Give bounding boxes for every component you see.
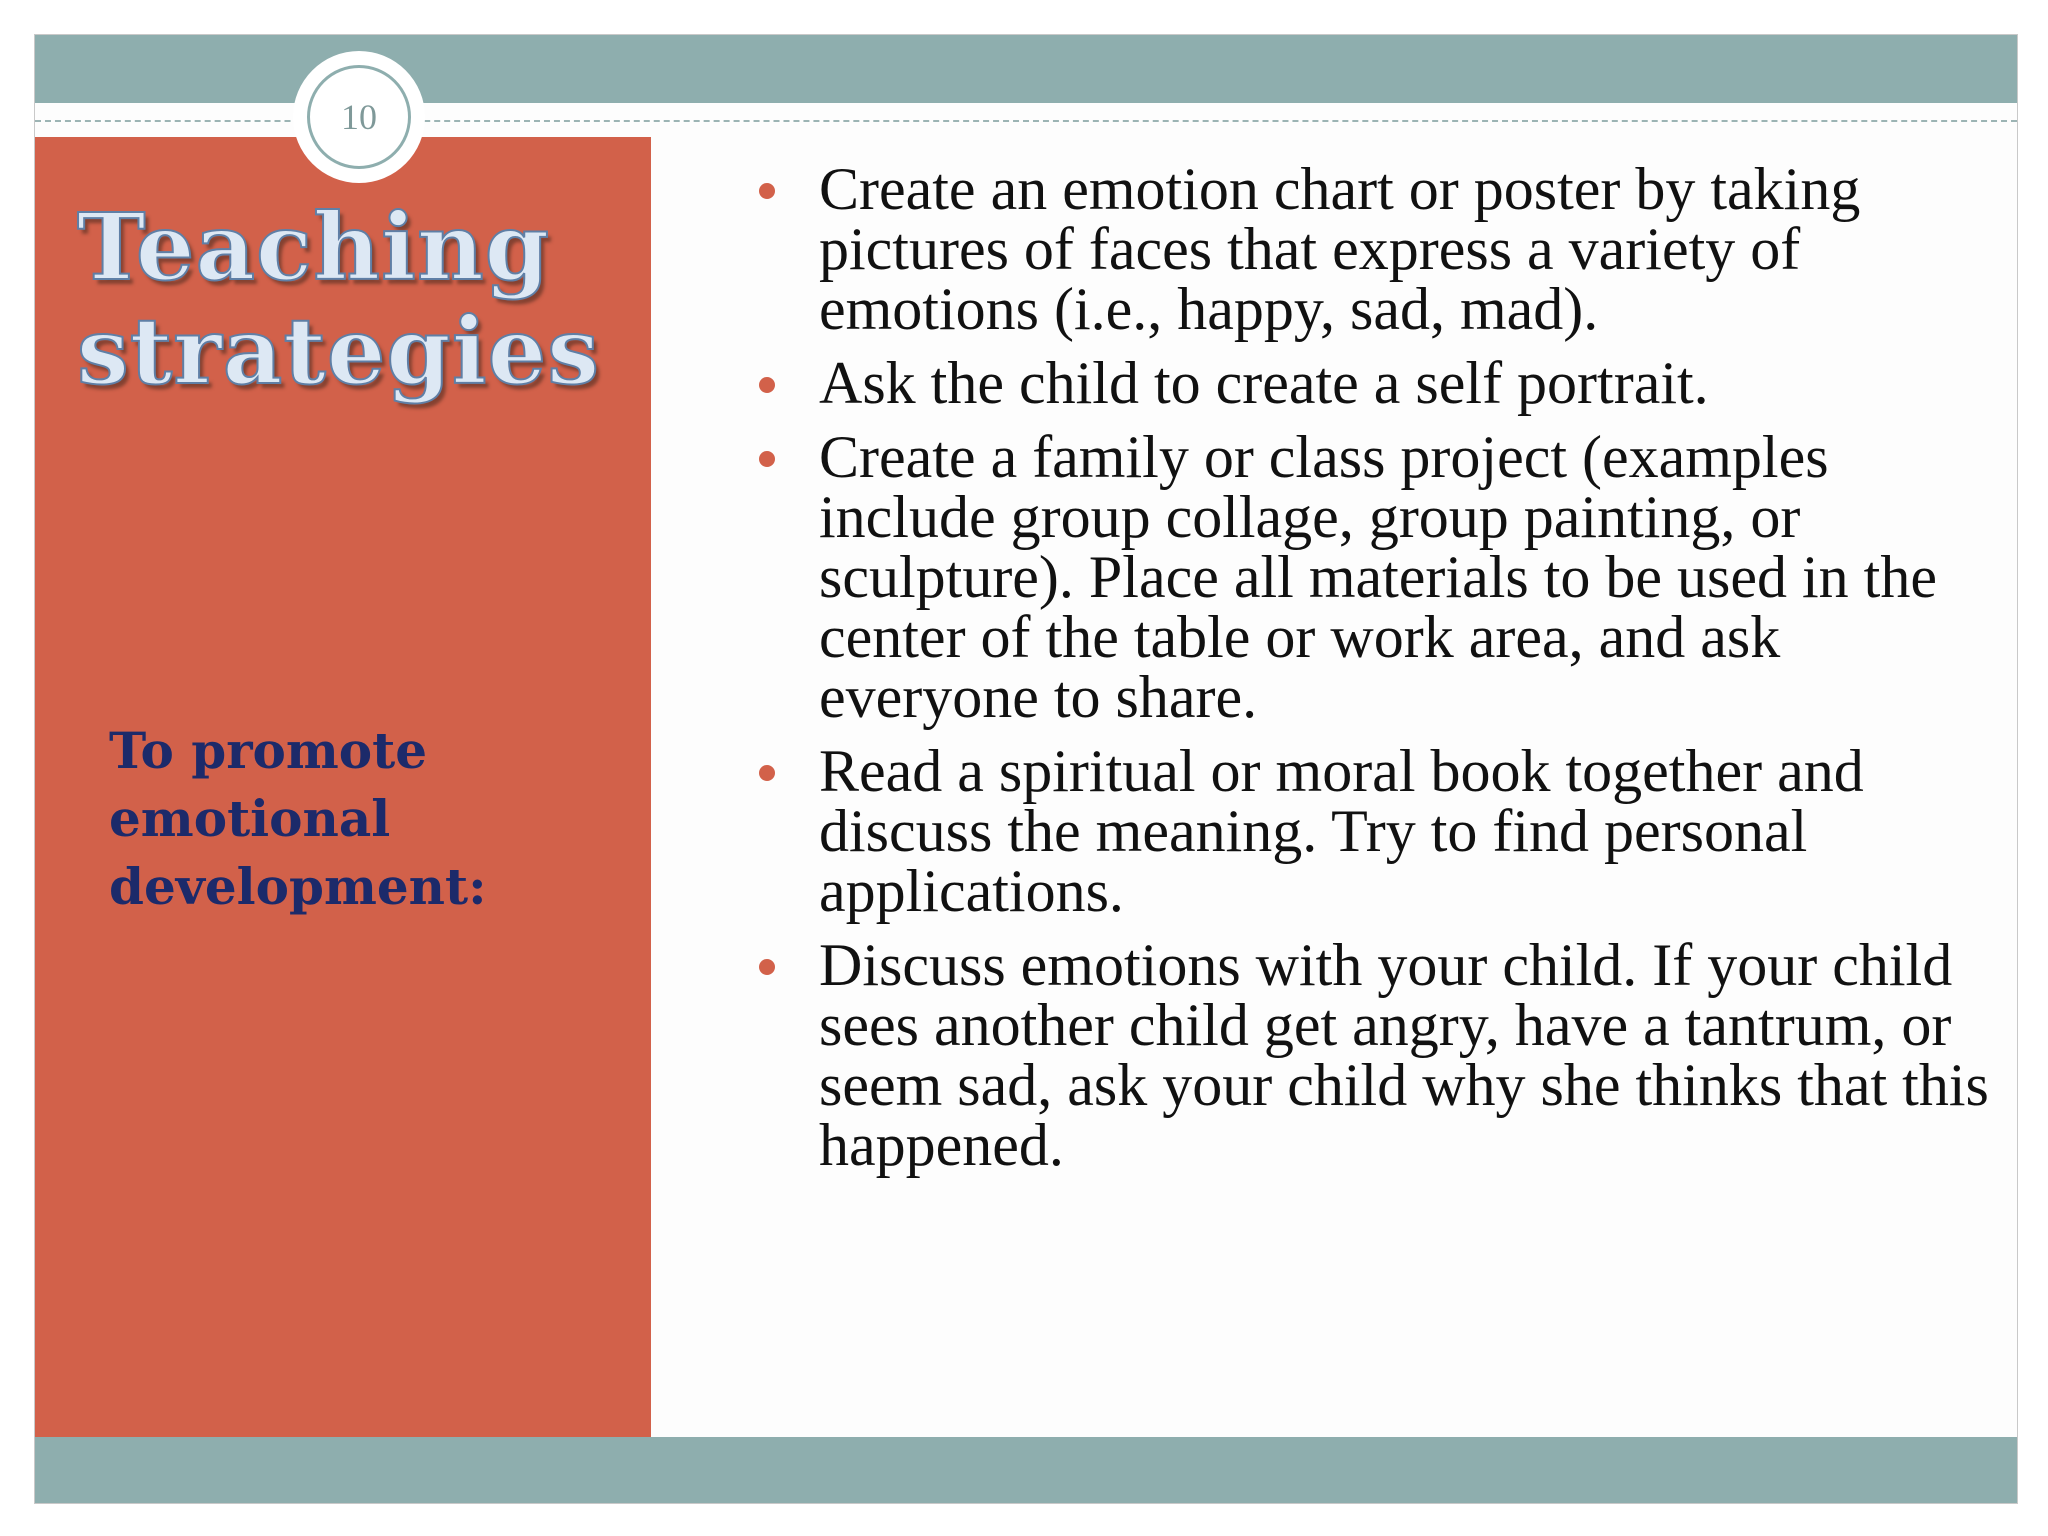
bullet-dot-icon (759, 765, 775, 781)
title-line-2: strategies (77, 297, 601, 405)
bullet-dot-icon (759, 959, 775, 975)
bullet-item (725, 738, 1995, 924)
bullet-item (725, 424, 1995, 730)
subtitle-line-3: development: (109, 857, 487, 916)
bullet-text: Create an emotion chart or poster by taking pictures of faces that express a variety of emotions (i.e., happy, sad, mad). (819, 156, 1861, 342)
subtitle-line-2: emotional (109, 789, 391, 848)
bullet-text: Ask the child to create a self portrait. (819, 350, 1709, 416)
slide-number: 10 (307, 65, 411, 169)
bullet-text: Discuss emotions with your child. If your child sees another child get angry, have a tantrum, or seem sad, ask your child why she thinks that this happened. (819, 932, 1989, 1178)
slide-subtitle (109, 717, 629, 921)
bullet-dot-icon (759, 377, 775, 393)
bullet-item (725, 350, 1995, 416)
slide (34, 34, 2018, 1504)
subtitle-line-1: To promote (109, 721, 428, 780)
bullet-item (725, 156, 1995, 342)
bottom-band (35, 1437, 2017, 1503)
bullet-item (725, 932, 1995, 1178)
bullet-text: Create a family or class project (examples include group collage, group painting, or sculpture). Place all materials to be used in the center of the table or work area, and ask everyone to share. (819, 424, 1937, 730)
bullet-dot-icon (759, 183, 775, 199)
bullet-text: Read a spiritual or moral book together and discuss the meaning. Try to find personal applications. (819, 738, 1864, 924)
bullet-dot-icon (759, 451, 775, 467)
title-line-1: Teaching (77, 193, 551, 301)
slide-title (77, 195, 647, 403)
bullet-list (725, 156, 1995, 1189)
slide-number-badge (293, 51, 425, 183)
